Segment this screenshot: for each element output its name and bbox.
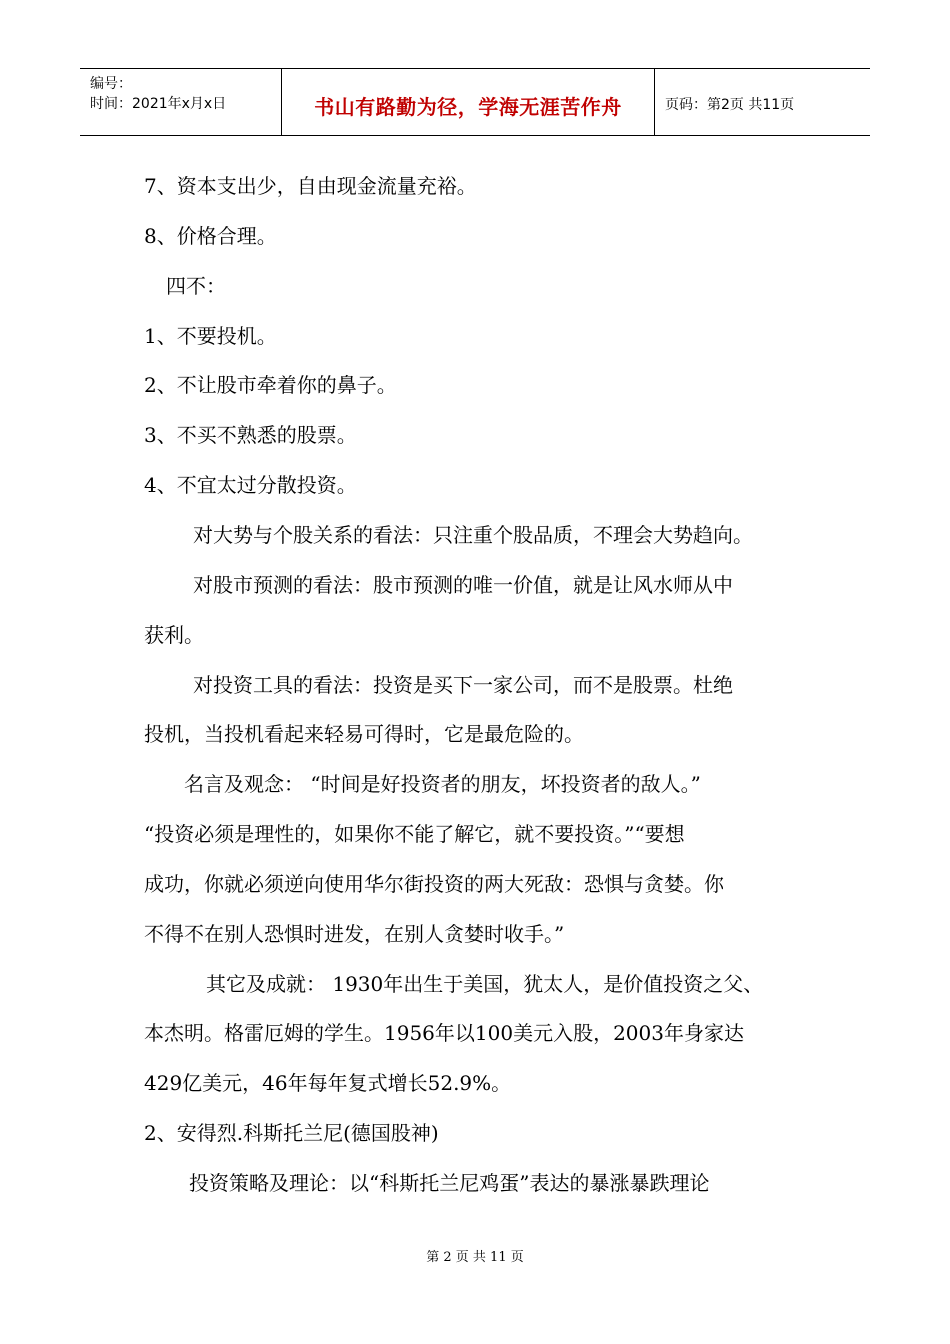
page-info-text: 页码：第2页 共11页 [665, 97, 795, 113]
body-line: 8、价格合理。 [144, 224, 277, 248]
body-line: 不得不在别人恐惧时进发，在别人贪婪时收手。” [144, 922, 565, 946]
page-footer: 第 2 页 共 11 页 [426, 1250, 524, 1265]
body-line: 投机，当投机看起来轻易可得时，它是最危险的。 [144, 722, 584, 746]
body-line: 1、不要投机。 [144, 324, 277, 348]
body-line: 成功，你就必须逆向使用华尔街投资的两大死敌：恐惧与贪婪。你 [144, 872, 724, 896]
section-heading: 四不： [166, 274, 226, 298]
body-line: 7、资本支出少，自由现金流量充裕。 [144, 174, 477, 198]
body-line: 投资策略及理论：以“科斯托兰尼鸡蛋”表达的暴涨暴跌理论 [189, 1171, 710, 1195]
body-line: 4、不宜太过分散投资。 [144, 473, 357, 497]
body-line: 对大势与个股关系的看法：只注重个股品质，不理会大势趋向。 [193, 523, 753, 547]
motto-text: 书山有路勤为径，学海无涯苦作舟 [314, 95, 622, 119]
body-line: 3、不买不熟悉的股票。 [144, 423, 357, 447]
body-line: 2、不让股市牵着你的鼻子。 [144, 373, 397, 397]
body-line: 对投资工具的看法：投资是买下一家公司，而不是股票。杜绝 [193, 673, 733, 697]
body-line: 获利。 [144, 623, 204, 647]
body-line: “投资必须是理性的，如果你不能了解它，就不要投资。”“要想 [144, 822, 685, 846]
serial-number-label: 编号： [90, 76, 132, 92]
body-line: 2、安得烈.科斯托兰尼(德国股神) [144, 1121, 439, 1145]
header-motto-cell [282, 69, 655, 135]
body-line: 名言及观念： “时间是好投资者的朋友，坏投资者的敌人。” [184, 772, 701, 796]
header-info-cell [80, 69, 282, 135]
body-line: 本杰明。格雷厄姆的学生。1956年以100美元入股，2003年身家达 [144, 1021, 744, 1045]
header-page-cell [655, 69, 870, 135]
page-header [80, 68, 870, 136]
body-line: 其它及成就： 1930年出生于美国，犹太人，是价值投资之父、 [206, 972, 764, 996]
body-line: 429亿美元，46年每年复式增长52.9%。 [144, 1071, 512, 1095]
date-label: 时间：2021年x月x日 [90, 96, 227, 112]
body-line: 对股市预测的看法：股市预测的唯一价值，就是让风水师从中 [193, 573, 733, 597]
